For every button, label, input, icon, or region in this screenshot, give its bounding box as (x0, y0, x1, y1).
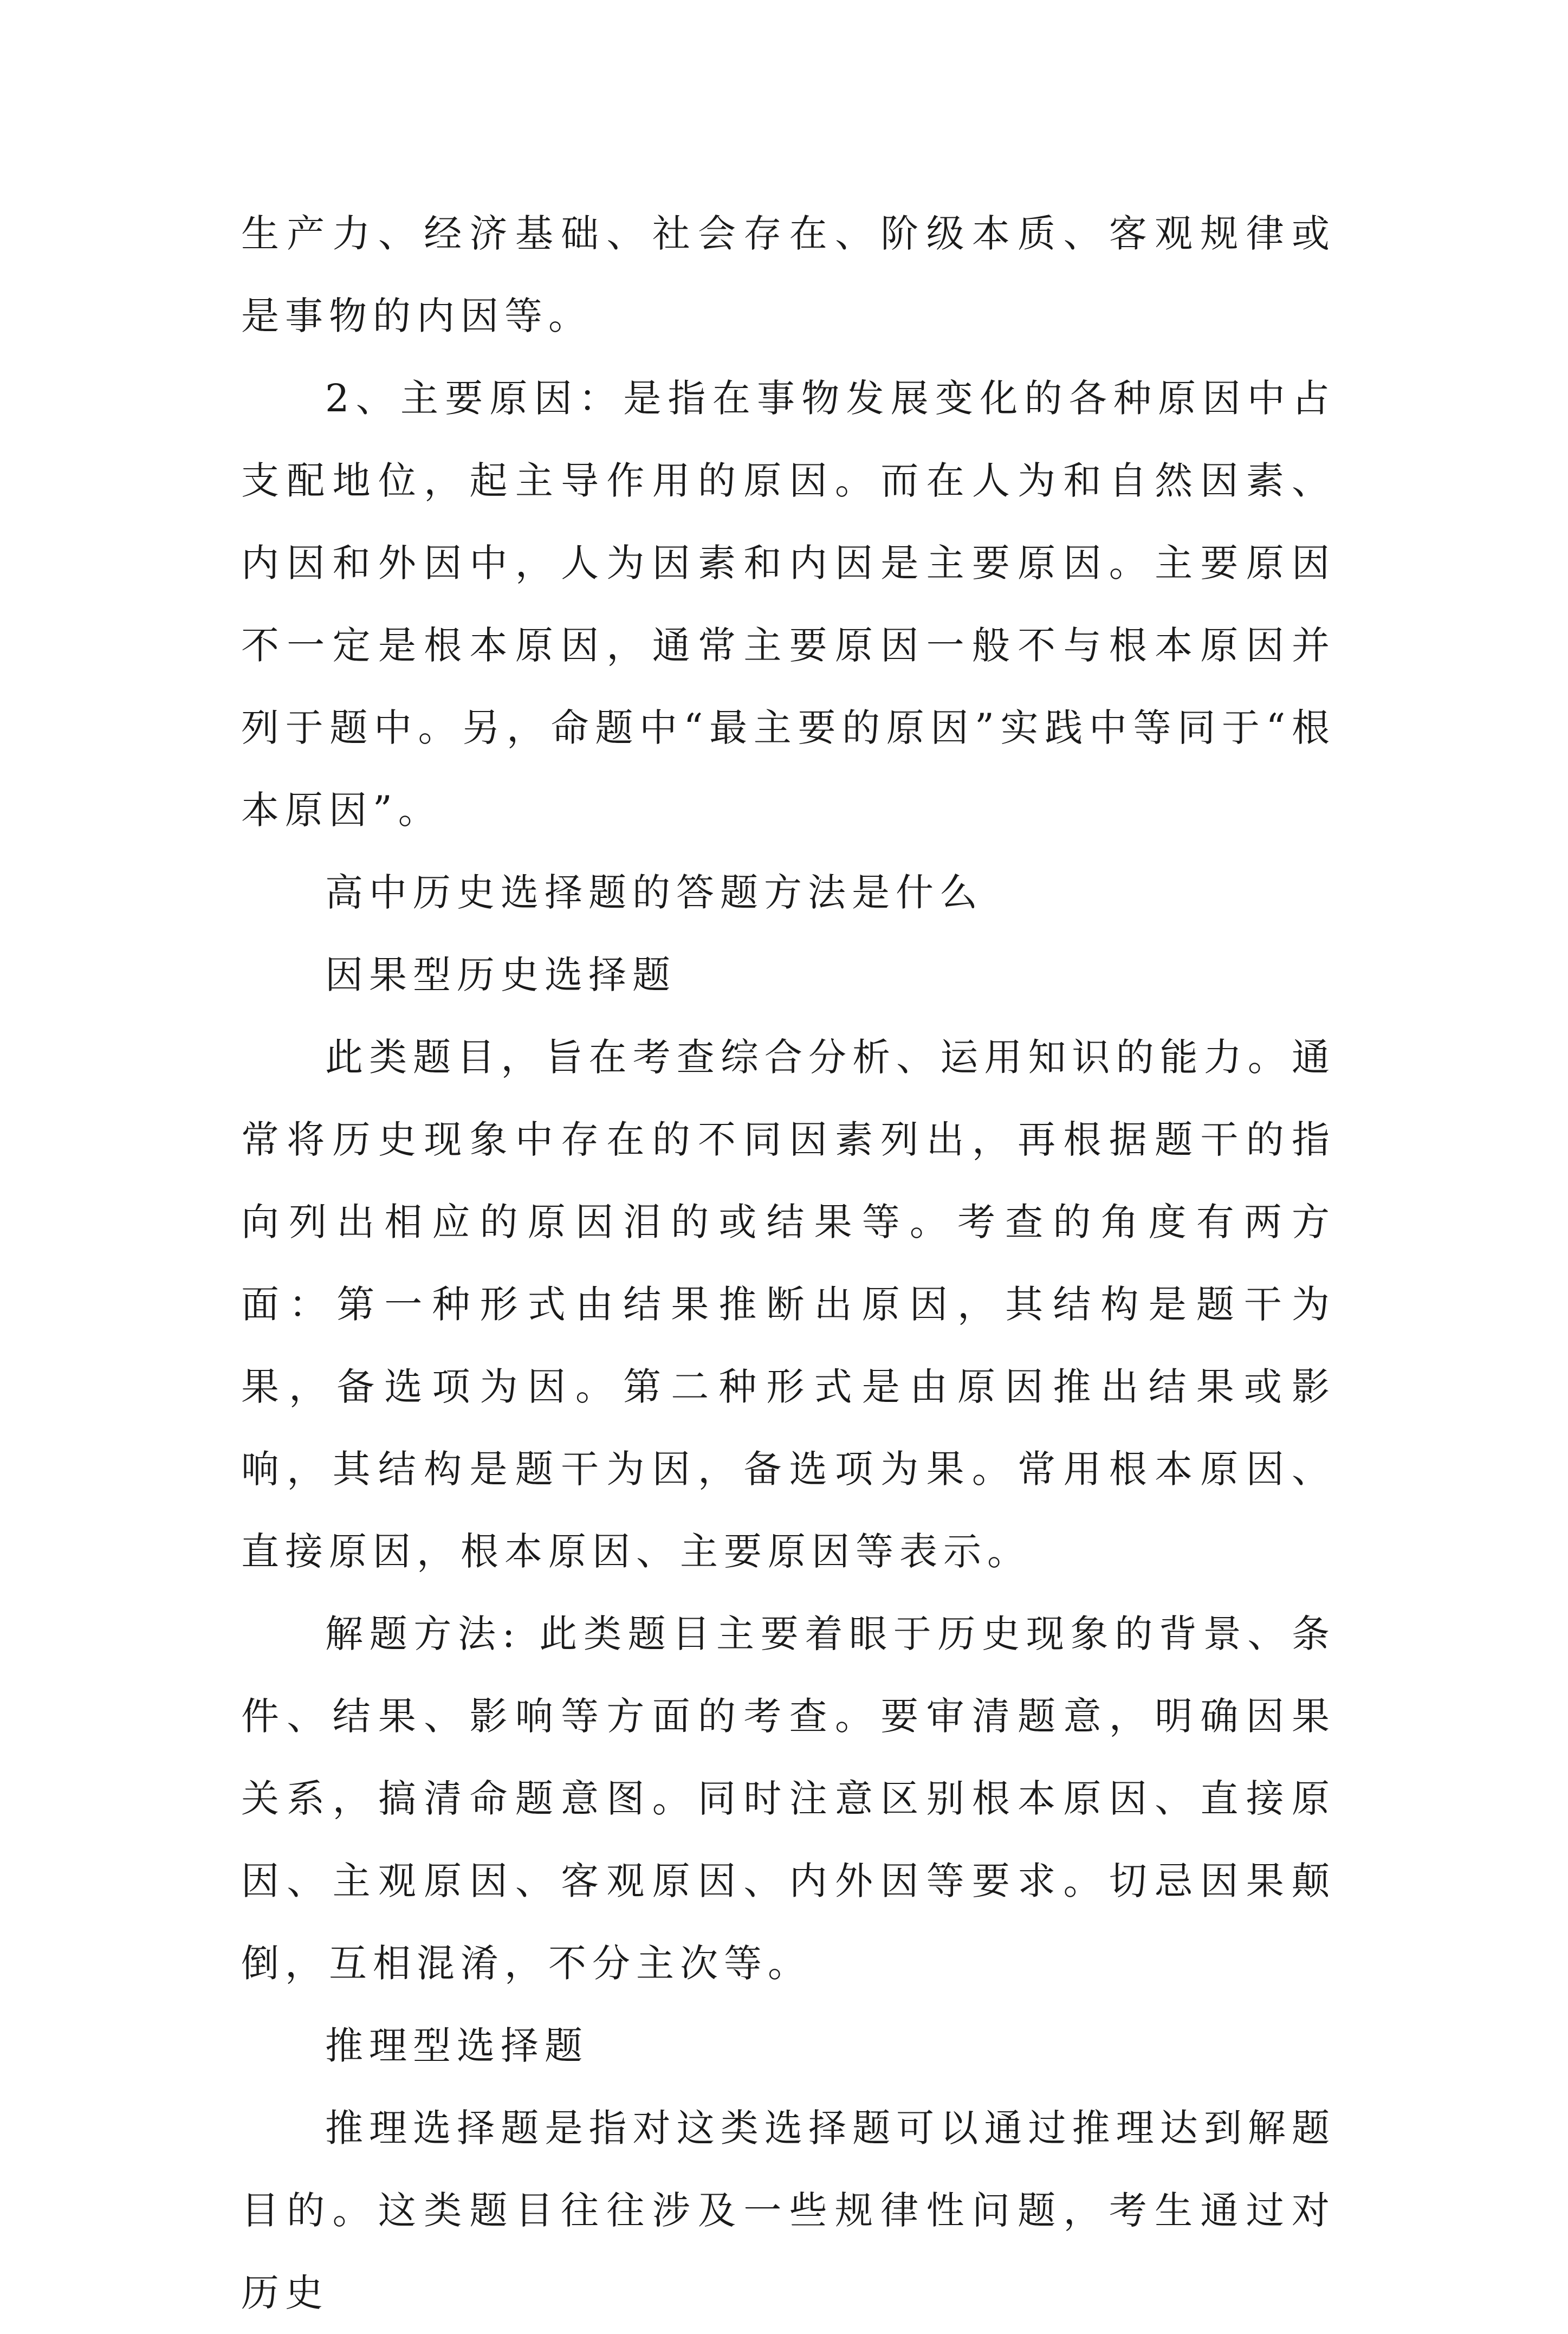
section-heading: 高中历史选择题的答题方法是什么 (325, 870, 983, 915)
subheading-causal-type: 因果型历史选择题 (325, 953, 676, 997)
document-body (241, 192, 1336, 2334)
paragraph-reasoning-description: 推理选择题是指对这类选择题可以通过推理达到解题目的。这类题目往往涉及一些规律性问题，考生通过对历史 (241, 2106, 1336, 2315)
paragraph-solving-method: 解题方法: 此类题目主要着眼于历史现象的背景、条件、结果、影响等方面的考查。要审清题意，明确因果关系，搞清命题意图。同时注意区别根本原因、直接原因、主观原因、客观原因、内外因等要求。切忌因果颠倒，互相混淆，不分主次等。 (241, 1612, 1336, 1986)
paragraph-causal-description: 此类题目，旨在考查综合分析、运用知识的能力。通常将历史现象中存在的不同因素列出，再根据题干的指向列出相应的原因泪的或结果等。考查的角度有两方面：第一种形式由结果推断出原因，其结构是题干为果，备选项为因。第二种形式是由原因推出结果或影响，其结构是题干为因，备选项为果。常用根本原因、直接原因，根本原因、主要原因等表示。 (241, 1035, 1336, 1574)
paragraph-continuation: 生产力、经济基础、社会存在、阶级本质、客观规律或是事物的内因等。 (241, 211, 1336, 338)
subheading-reasoning-type: 推理型选择题 (325, 2023, 588, 2068)
paragraph-main-cause: 2、主要原因：是指在事物发展变化的各种原因中占支配地位，起主导作用的原因。而在人为和自然因素、内因和外因中，人为因素和内因是主要原因。主要原因不一定是根本原因，通常主要原因一般不与根本原因并列于题中。另，命题中“最主要的原因”实践中等同于“根本原因”。 (241, 376, 1336, 832)
